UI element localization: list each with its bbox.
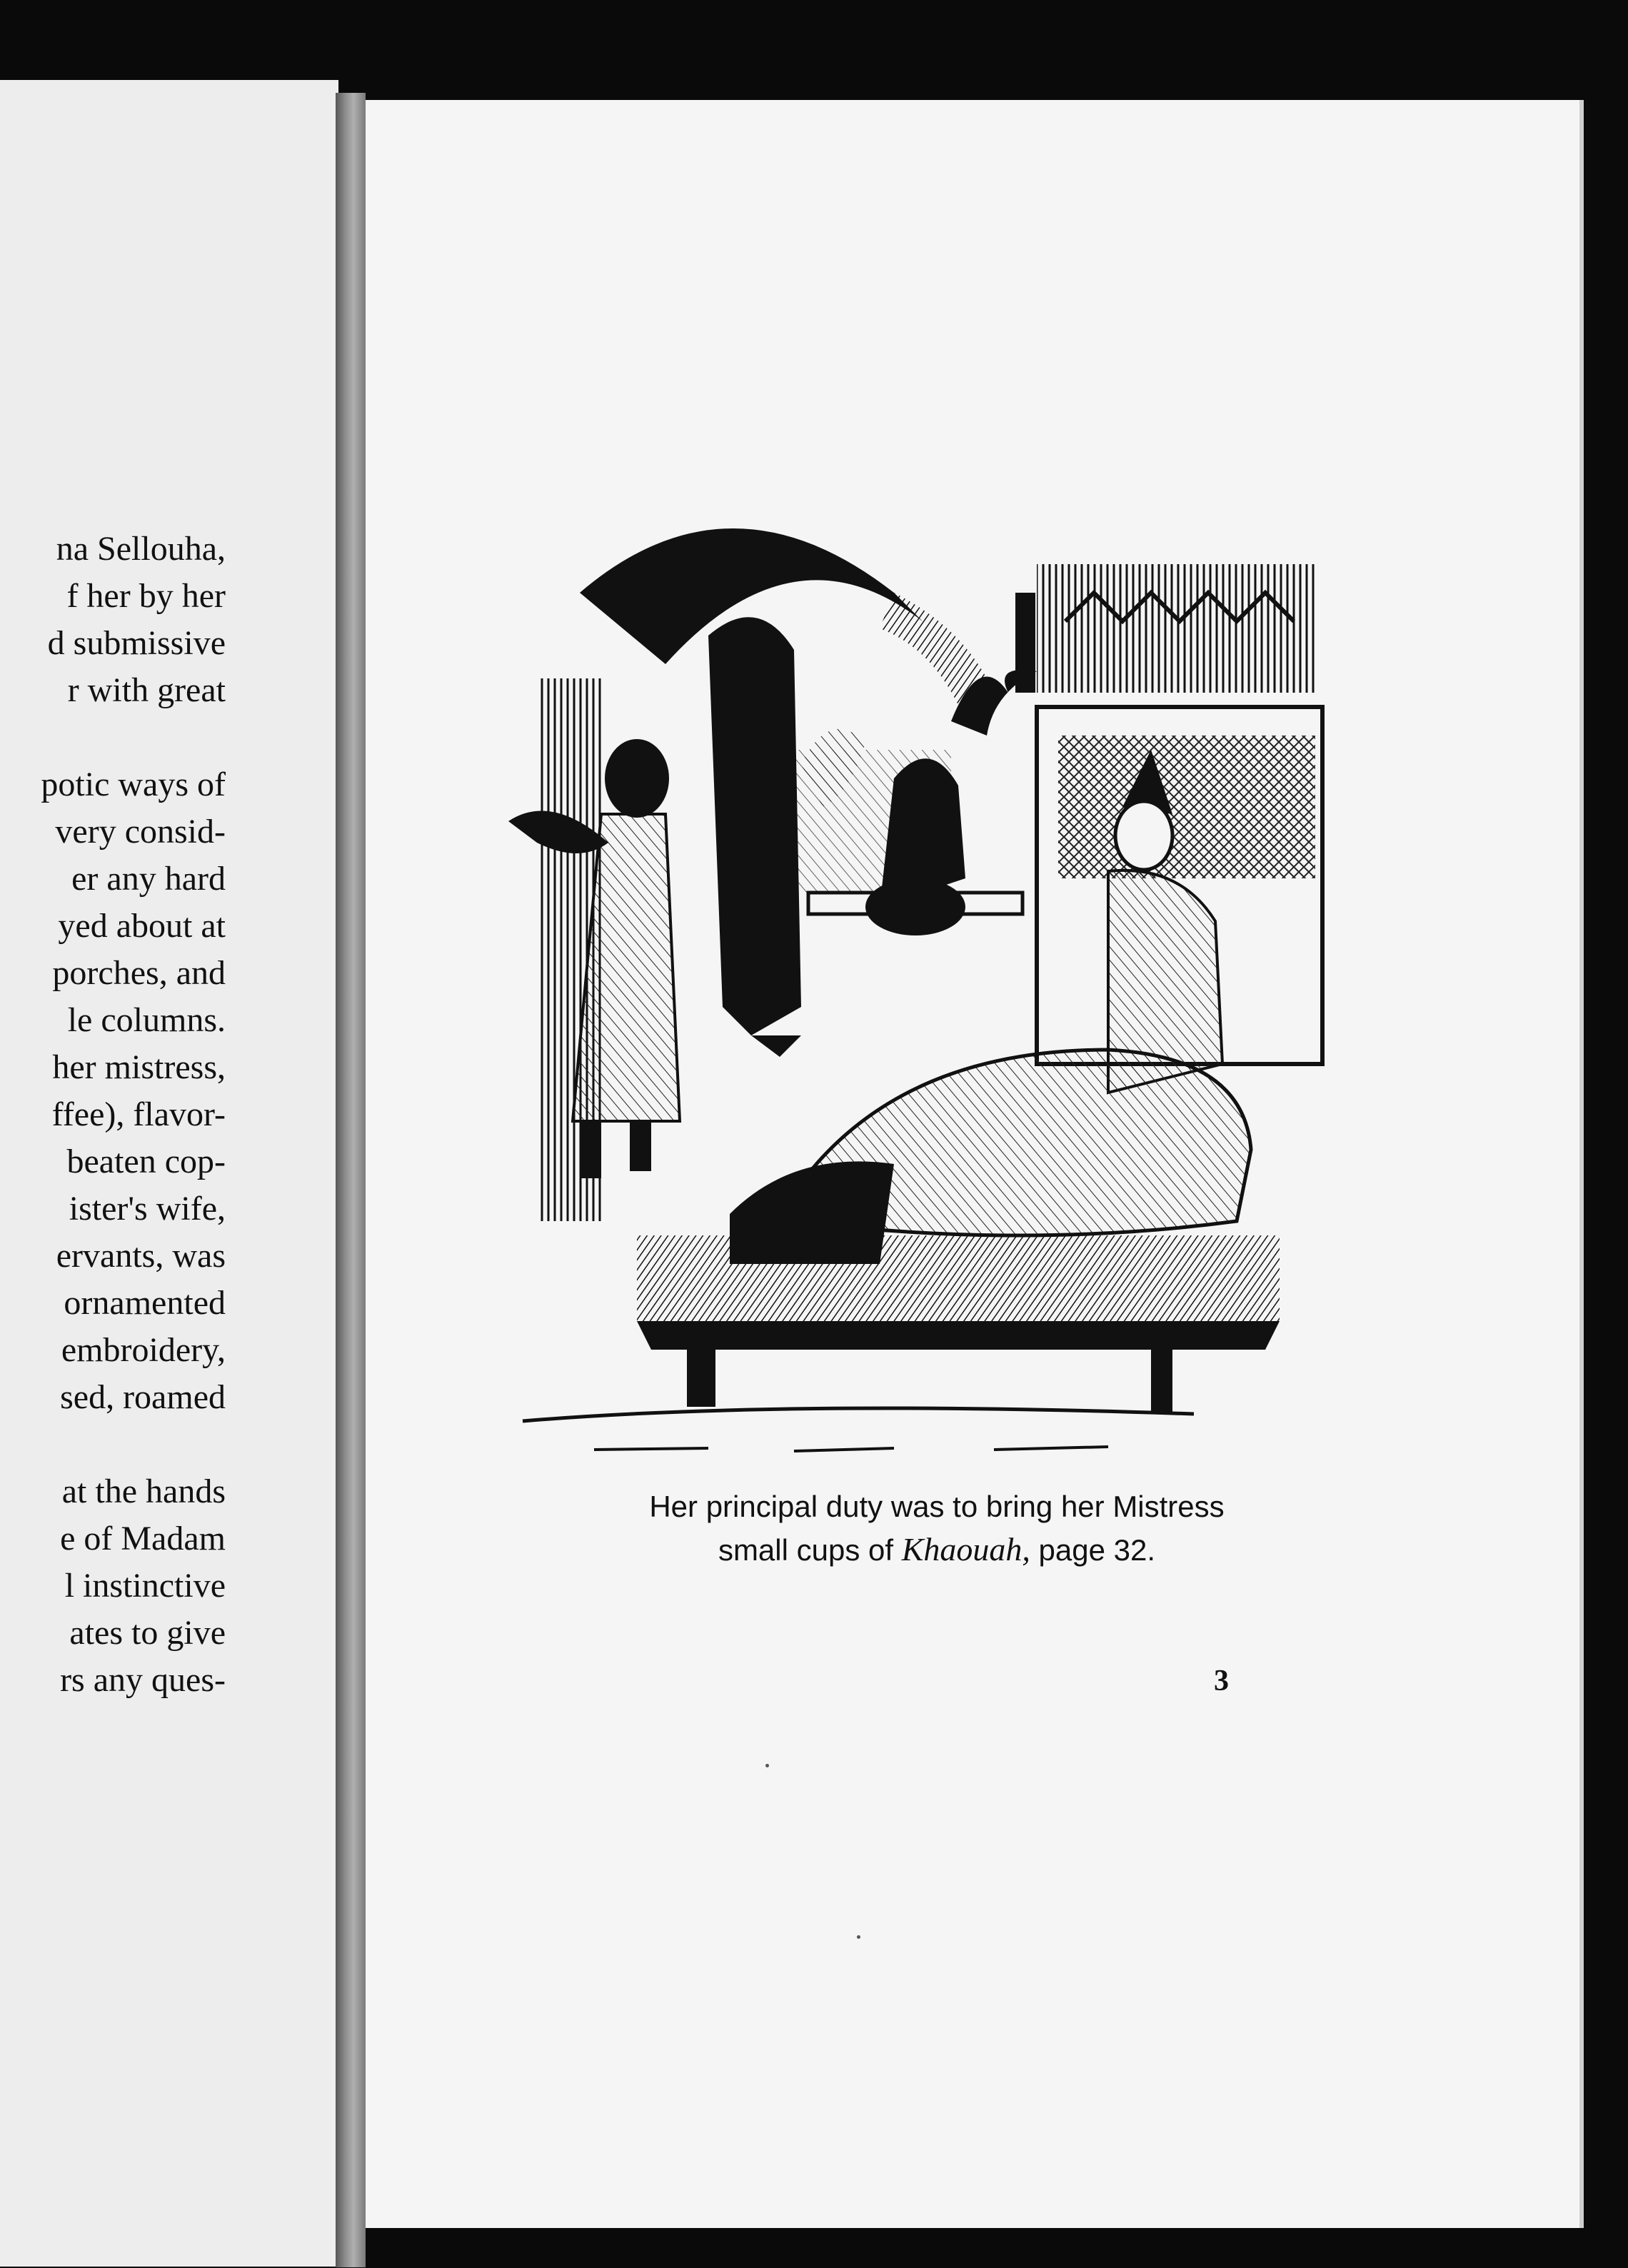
left-page-text-line: d submissive (47, 624, 226, 662)
left-page-text-line: very consid- (55, 813, 226, 850)
left-page-text-line: yed about at (58, 907, 226, 945)
caption-prefix: small cups of (718, 1533, 902, 1567)
left-page-text-line: l instinctive (64, 1567, 226, 1605)
left-page-text-line: porches, and (52, 954, 226, 992)
left-page-text-line: e of Madam (60, 1520, 226, 1557)
left-page-text-line: ornamented (64, 1284, 226, 1322)
left-page-text-line: le columns. (67, 1001, 226, 1039)
caption-italic-word: Khaouah, (901, 1531, 1030, 1567)
left-page-text-line: ates to give (69, 1614, 226, 1652)
harem-scene-illustration (494, 507, 1330, 1464)
left-page-text-line: ffee), flavor- (51, 1095, 226, 1133)
floor (523, 1408, 1194, 1451)
paper-speck (857, 1935, 860, 1939)
book-gutter (336, 93, 366, 2267)
left-page-text-line: ervants, was (56, 1237, 226, 1275)
paper-speck (765, 1764, 769, 1767)
right-page (366, 100, 1584, 2228)
left-page-text-line: beaten cop- (66, 1143, 226, 1180)
divan (637, 1235, 1280, 1414)
illustration-caption (473, 1485, 1401, 1572)
left-page-text-line: rs any ques- (60, 1661, 226, 1699)
left-page-text-line: her mistress, (52, 1048, 226, 1086)
left-page-text-line: er any hard (71, 860, 226, 898)
caption-suffix: page 32. (1030, 1533, 1156, 1567)
left-page-text-line: potic ways of (41, 766, 226, 803)
left-page-text-line: ister's wife, (69, 1190, 226, 1228)
left-page-text-line: na Sellouha, (56, 530, 226, 568)
left-page-text-line: sed, roamed (60, 1378, 226, 1416)
standing-figure (708, 617, 801, 1057)
left-page-text-line: f her by her (66, 577, 226, 615)
left-page-text-line: at the hands (61, 1472, 226, 1510)
left-page (0, 80, 338, 2267)
left-page-text-line: r with great (67, 671, 226, 709)
left-page-text-line: embroidery, (61, 1331, 226, 1369)
page-number: 3 (1214, 1665, 1229, 1697)
caption-line-1: Her principal duty was to bring her Mistress (649, 1490, 1225, 1523)
caption-line-2 (473, 1528, 1401, 1572)
